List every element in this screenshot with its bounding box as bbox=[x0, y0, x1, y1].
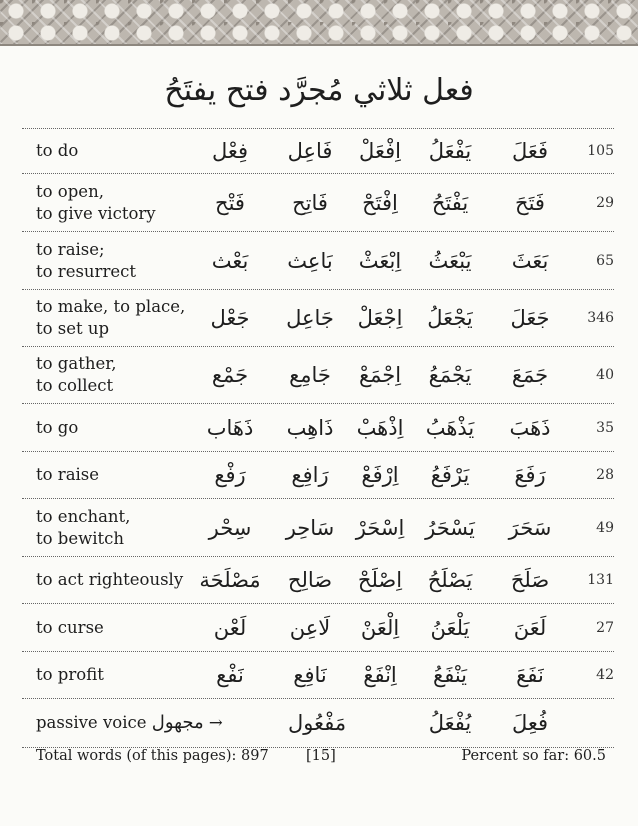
page-title: فعل ثلاثي مُجرَّد فتح يفتَحُ bbox=[164, 73, 474, 108]
imperative: اِجْعَلْ bbox=[357, 306, 403, 330]
table-row bbox=[22, 603, 614, 651]
frequency: 105 bbox=[587, 143, 614, 159]
gloss: to enchant, to bewitch bbox=[36, 506, 131, 548]
verbal-noun: ذَهَاب bbox=[206, 415, 254, 440]
perfect: ذَهَبَ bbox=[509, 415, 551, 440]
percent-so-far: Percent so far: 60.5 bbox=[461, 748, 606, 764]
frequency: 346 bbox=[587, 310, 614, 326]
active-participle: بَاعِث bbox=[287, 248, 333, 273]
passive-participle: مَفْعُول bbox=[287, 711, 347, 735]
passive-perfect: فُعِلَ bbox=[511, 711, 549, 735]
frequency: 49 bbox=[596, 519, 614, 536]
frequency: 28 bbox=[596, 467, 614, 483]
verbal-noun: جَعْل bbox=[210, 306, 250, 330]
imperative: اِذْهَبْ bbox=[356, 415, 404, 440]
perfect: بَعَثَ bbox=[511, 248, 549, 273]
table-row bbox=[22, 556, 614, 603]
imperfect: يَذْهَبُ bbox=[425, 415, 475, 440]
gloss: to gather, to collect bbox=[36, 354, 117, 395]
frequency: 40 bbox=[596, 367, 614, 383]
passive-voice-row bbox=[22, 698, 614, 748]
table-row bbox=[22, 403, 614, 451]
gloss: to raise; to resurrect bbox=[36, 239, 136, 281]
frequency: 65 bbox=[596, 252, 614, 269]
frequency: 27 bbox=[596, 619, 614, 636]
imperfect: يَلْعَنُ bbox=[430, 615, 470, 640]
imperfect: يَصْلَحُ bbox=[427, 568, 473, 592]
table-row bbox=[22, 173, 614, 231]
imperative: اِفْتَحْ bbox=[362, 190, 398, 215]
arrow-right-icon: → bbox=[208, 713, 223, 732]
perfect: نَفَعَ bbox=[516, 663, 544, 687]
page-number: [15] bbox=[306, 748, 336, 764]
imperfect: يَبْعَثُ bbox=[428, 248, 472, 273]
gloss: to curse bbox=[36, 617, 104, 637]
active-participle: جَامِع bbox=[289, 363, 331, 387]
imperative: اِجْمَعْ bbox=[358, 363, 402, 387]
active-participle: رَافِع bbox=[291, 463, 329, 487]
verbal-noun: فِعْل bbox=[211, 139, 249, 163]
imperfect: يَنْفَعُ bbox=[433, 663, 467, 687]
imperfect: يَفْعَلُ bbox=[428, 139, 472, 163]
imperative: اِبْعَثْ bbox=[358, 248, 402, 273]
verbal-noun: سِحْر bbox=[208, 515, 252, 540]
active-participle: سَاحِر bbox=[285, 515, 335, 540]
gloss: to act righteously bbox=[36, 570, 184, 589]
table-row bbox=[22, 498, 614, 556]
gloss: to raise bbox=[36, 465, 100, 484]
imperative: اِلْعَنْ bbox=[360, 615, 400, 640]
imperfect: يَفْتَحُ bbox=[431, 190, 469, 215]
imperative: اِنْفَعْ bbox=[363, 663, 397, 687]
active-participle: ذَاهِب bbox=[286, 415, 334, 440]
imperative: اِصْلَحْ bbox=[357, 568, 403, 592]
total-words: Total words (of this pages): 897 bbox=[36, 748, 269, 764]
verbal-noun: مَصْلَحَة bbox=[199, 568, 261, 592]
table-row bbox=[22, 346, 614, 403]
active-participle: لَاعِن bbox=[289, 615, 331, 640]
frequency: 35 bbox=[596, 419, 614, 436]
perfect: صَلَحَ bbox=[510, 568, 550, 592]
frequency: 131 bbox=[587, 572, 614, 588]
perfect: سَحَرَ bbox=[508, 515, 552, 540]
verbal-noun: لَعْن bbox=[213, 615, 247, 640]
perfect: رَفَعَ bbox=[514, 463, 546, 487]
decorative-banner bbox=[0, 0, 638, 46]
active-participle: نَافِع bbox=[293, 663, 327, 687]
verbal-noun: فَتْح bbox=[215, 190, 245, 215]
imperative: اِفْعَلْ bbox=[359, 139, 401, 163]
table-row bbox=[22, 451, 614, 498]
gloss: to profit bbox=[36, 665, 104, 684]
imperative: اِرْفَعْ bbox=[361, 463, 399, 487]
passive-label: passive voice bbox=[36, 713, 147, 732]
gloss: to go bbox=[36, 417, 79, 437]
table-row bbox=[22, 231, 614, 289]
gloss: to make, to place, to set up bbox=[36, 297, 186, 338]
perfect: جَعَلَ bbox=[510, 306, 550, 330]
perfect: لَعَنَ bbox=[513, 615, 547, 640]
gloss: to open, to give victory bbox=[36, 181, 156, 223]
active-participle: فَاعِل bbox=[287, 139, 333, 163]
active-participle: جَاعِل bbox=[286, 306, 334, 330]
verbal-noun: جَمْع bbox=[211, 363, 249, 387]
imperfect: يَجْمَعُ bbox=[428, 363, 472, 387]
frequency: 42 bbox=[596, 667, 614, 683]
perfect: جَمَعَ bbox=[511, 363, 549, 387]
verb-table bbox=[22, 128, 614, 748]
imperfect: يَرْفَعُ bbox=[430, 463, 470, 487]
footer bbox=[36, 748, 606, 770]
active-participle: فَاتِح bbox=[292, 190, 328, 215]
perfect: فَتَحَ bbox=[515, 190, 545, 215]
verbal-noun: بَعْث bbox=[211, 248, 249, 273]
imperative: اِسْحَرْ bbox=[355, 515, 405, 540]
gloss: to do bbox=[36, 141, 79, 160]
perfect: فَعَلَ bbox=[511, 139, 549, 163]
table-row bbox=[22, 651, 614, 698]
passive-imperfect: يُفْعَلُ bbox=[428, 711, 472, 735]
verbal-noun: رَفْع bbox=[214, 463, 246, 487]
table-row bbox=[22, 128, 614, 173]
table-row bbox=[22, 289, 614, 346]
passive-arabic-label: مجهول bbox=[151, 712, 204, 733]
frequency: 29 bbox=[596, 194, 614, 211]
verbal-noun: نَفْع bbox=[216, 663, 244, 687]
active-participle: صَالِح bbox=[287, 568, 333, 592]
passive-gloss bbox=[36, 699, 276, 747]
imperfect: يَجْعَلُ bbox=[427, 306, 473, 330]
imperfect: يَسْحَرُ bbox=[425, 515, 475, 540]
